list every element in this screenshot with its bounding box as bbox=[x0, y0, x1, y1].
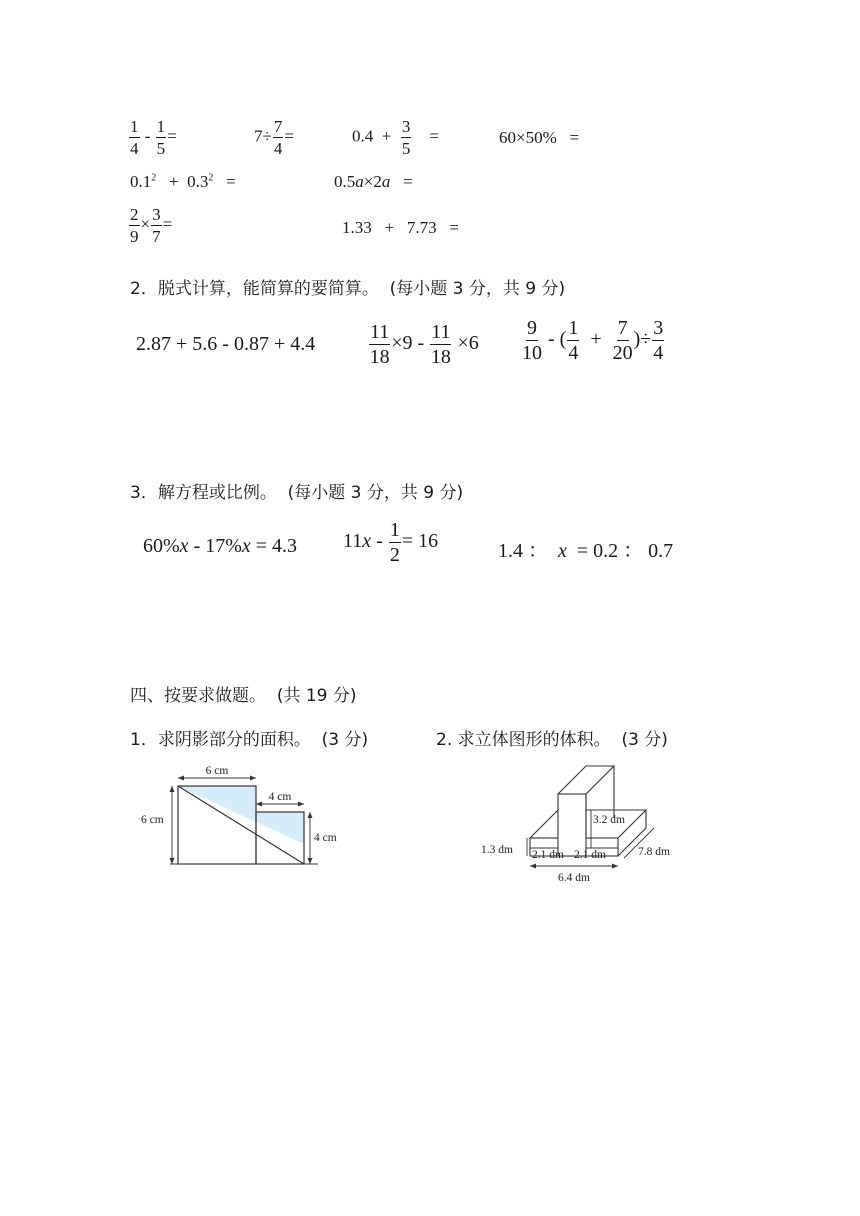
equals-sign: = bbox=[226, 172, 236, 191]
equals-sign: = bbox=[449, 218, 459, 237]
expression-part: 0.1 bbox=[130, 172, 152, 191]
arrow-head bbox=[178, 776, 184, 781]
exponent: 2 bbox=[208, 172, 214, 184]
denominator: 18 bbox=[369, 346, 390, 368]
dimension-label: 6 cm bbox=[141, 814, 164, 826]
expression-part: )÷ bbox=[633, 328, 652, 351]
numerator: 11 bbox=[431, 321, 451, 343]
operator: + bbox=[590, 328, 602, 351]
numerator: 1 bbox=[389, 519, 400, 541]
equals-sign: = bbox=[284, 126, 294, 146]
oral-item-6 bbox=[334, 172, 413, 192]
block-top-edge bbox=[558, 766, 614, 794]
base-top-edge bbox=[530, 810, 646, 838]
variable: x bbox=[179, 535, 189, 557]
question-text: 1．求阴影部分的面积。 bbox=[130, 730, 311, 750]
expression-part: = 0.2 ： 0.7 bbox=[576, 540, 674, 562]
equals-sign: = bbox=[167, 126, 177, 146]
arrow-head bbox=[170, 786, 175, 792]
calc-expression-2 bbox=[368, 322, 479, 367]
arrow-head bbox=[170, 858, 175, 864]
expression-part: 7÷ bbox=[254, 126, 272, 146]
exponent: 2 bbox=[151, 172, 157, 184]
expression-part: 60% bbox=[143, 535, 180, 557]
numerator: 1 bbox=[568, 317, 579, 339]
solid-figure bbox=[478, 760, 708, 890]
dimension-label: 7.8 dm bbox=[638, 846, 670, 858]
numerator: 3 bbox=[653, 317, 664, 339]
arrow-head bbox=[612, 864, 618, 869]
numerator: 1 bbox=[156, 117, 166, 136]
arrow-head bbox=[256, 802, 262, 807]
section-2-heading bbox=[130, 274, 565, 299]
equation-3 bbox=[498, 534, 673, 563]
arrow-head bbox=[308, 812, 313, 818]
expression-part: - bbox=[371, 530, 383, 553]
arrow-head bbox=[530, 864, 536, 869]
operator: + bbox=[169, 172, 179, 191]
score-note: (3 分) bbox=[621, 730, 668, 750]
expression-part: ×9 - bbox=[391, 332, 425, 355]
equation-2 bbox=[343, 520, 438, 565]
dimension-label: 6.4 dm bbox=[558, 872, 590, 884]
variable: a bbox=[381, 172, 391, 191]
denominator: 4 bbox=[273, 139, 283, 158]
section-4-heading bbox=[130, 681, 357, 706]
expression-part: ×2 bbox=[363, 172, 382, 191]
denominator: 7 bbox=[152, 227, 161, 246]
numerator: 3 bbox=[401, 117, 411, 136]
question-text: 2. 求立体图形的体积。 bbox=[436, 730, 611, 750]
denominator: 4 bbox=[130, 139, 139, 158]
expression-part: - ( bbox=[548, 328, 567, 351]
oral-item-4 bbox=[499, 128, 579, 148]
operator: - bbox=[144, 126, 151, 146]
numerator: 1 bbox=[130, 117, 139, 136]
expression-part: 7.73 bbox=[406, 218, 437, 237]
denominator: 9 bbox=[130, 227, 139, 246]
score-note: (每小题 3 分，共 9 分) bbox=[287, 483, 464, 503]
expression-part: 1.4 ： bbox=[498, 540, 548, 562]
arrow-head bbox=[250, 776, 256, 781]
expression-part: - 17% bbox=[188, 535, 242, 557]
dimension-label: 6 cm bbox=[205, 765, 229, 777]
dimension-label: 4 cm bbox=[268, 791, 292, 803]
operator: + bbox=[384, 218, 395, 237]
denominator: 18 bbox=[430, 346, 451, 368]
question-4-1 bbox=[130, 725, 368, 750]
denominator: 4 bbox=[653, 342, 664, 364]
expression-part: 0.3 bbox=[187, 172, 209, 191]
equals-sign: = bbox=[403, 172, 413, 191]
variable: x bbox=[241, 535, 251, 557]
operator: × bbox=[140, 214, 151, 234]
denominator: 20 bbox=[612, 342, 633, 364]
denominator: 4 bbox=[568, 342, 579, 364]
expression-part: ×6 bbox=[457, 332, 479, 355]
numerator: 9 bbox=[527, 317, 537, 339]
expression-part: 0.5 bbox=[334, 172, 356, 191]
arrow-head bbox=[308, 858, 313, 864]
score-note: (每小题 3 分，共 9 分) bbox=[389, 279, 566, 299]
section-3-heading bbox=[130, 478, 463, 503]
section-title: 2．脱式计算，能简算的要简算。 bbox=[130, 279, 379, 299]
equals-sign: = bbox=[429, 126, 439, 146]
equals-sign: = bbox=[569, 128, 580, 147]
dimension-label: 3.2 dm bbox=[593, 814, 625, 826]
oral-item-7 bbox=[128, 206, 172, 245]
denominator: 5 bbox=[156, 139, 166, 158]
calc-expression-3 bbox=[521, 318, 665, 363]
oral-item-5 bbox=[130, 172, 236, 192]
equals-sign: = bbox=[162, 214, 173, 234]
dimension-label: 2.1 dm bbox=[532, 849, 564, 861]
block-front-face bbox=[558, 794, 586, 856]
denominator: 5 bbox=[401, 139, 411, 158]
equation-1 bbox=[143, 535, 297, 558]
dimension-label: 1.3 dm bbox=[481, 844, 513, 856]
numerator: 7 bbox=[617, 317, 628, 339]
dimension-label: 2.1 dm bbox=[574, 849, 606, 861]
denominator: 10 bbox=[522, 342, 542, 364]
dimension-label: 4 cm bbox=[314, 832, 337, 844]
numerator: 2 bbox=[130, 205, 139, 224]
question-4-2 bbox=[436, 725, 668, 750]
section-title: 四、按要求做题。 bbox=[130, 686, 266, 706]
numerator: 7 bbox=[273, 117, 283, 136]
expression-part: 60×50% bbox=[499, 128, 557, 147]
calc-expression-1: 2.87 + 5.6 - 0.87 + 4.4 bbox=[136, 333, 316, 355]
expression-part: = 4.3 bbox=[250, 535, 298, 557]
expression-part: 0.4 bbox=[352, 126, 374, 146]
denominator: 2 bbox=[389, 544, 400, 566]
numerator: 11 bbox=[370, 321, 390, 343]
expression-part: = 16 bbox=[401, 530, 439, 553]
variable: a bbox=[355, 172, 364, 191]
arrow-head bbox=[298, 802, 304, 807]
score-note: (共 19 分) bbox=[276, 686, 357, 706]
expression-part: 11 bbox=[343, 530, 363, 553]
numerator: 3 bbox=[152, 205, 161, 224]
oral-item-3 bbox=[352, 118, 439, 157]
oral-item-8 bbox=[342, 218, 459, 238]
oral-item-1 bbox=[128, 118, 177, 157]
shaded-area-figure bbox=[130, 760, 360, 872]
variable: x bbox=[558, 540, 567, 562]
expression-part: 1.33 bbox=[342, 218, 372, 237]
score-note: (3 分) bbox=[321, 730, 369, 750]
section-title: 3．解方程或比例。 bbox=[130, 483, 277, 503]
variable: x bbox=[362, 530, 372, 553]
oral-item-2 bbox=[254, 118, 294, 157]
operator: + bbox=[381, 126, 392, 146]
